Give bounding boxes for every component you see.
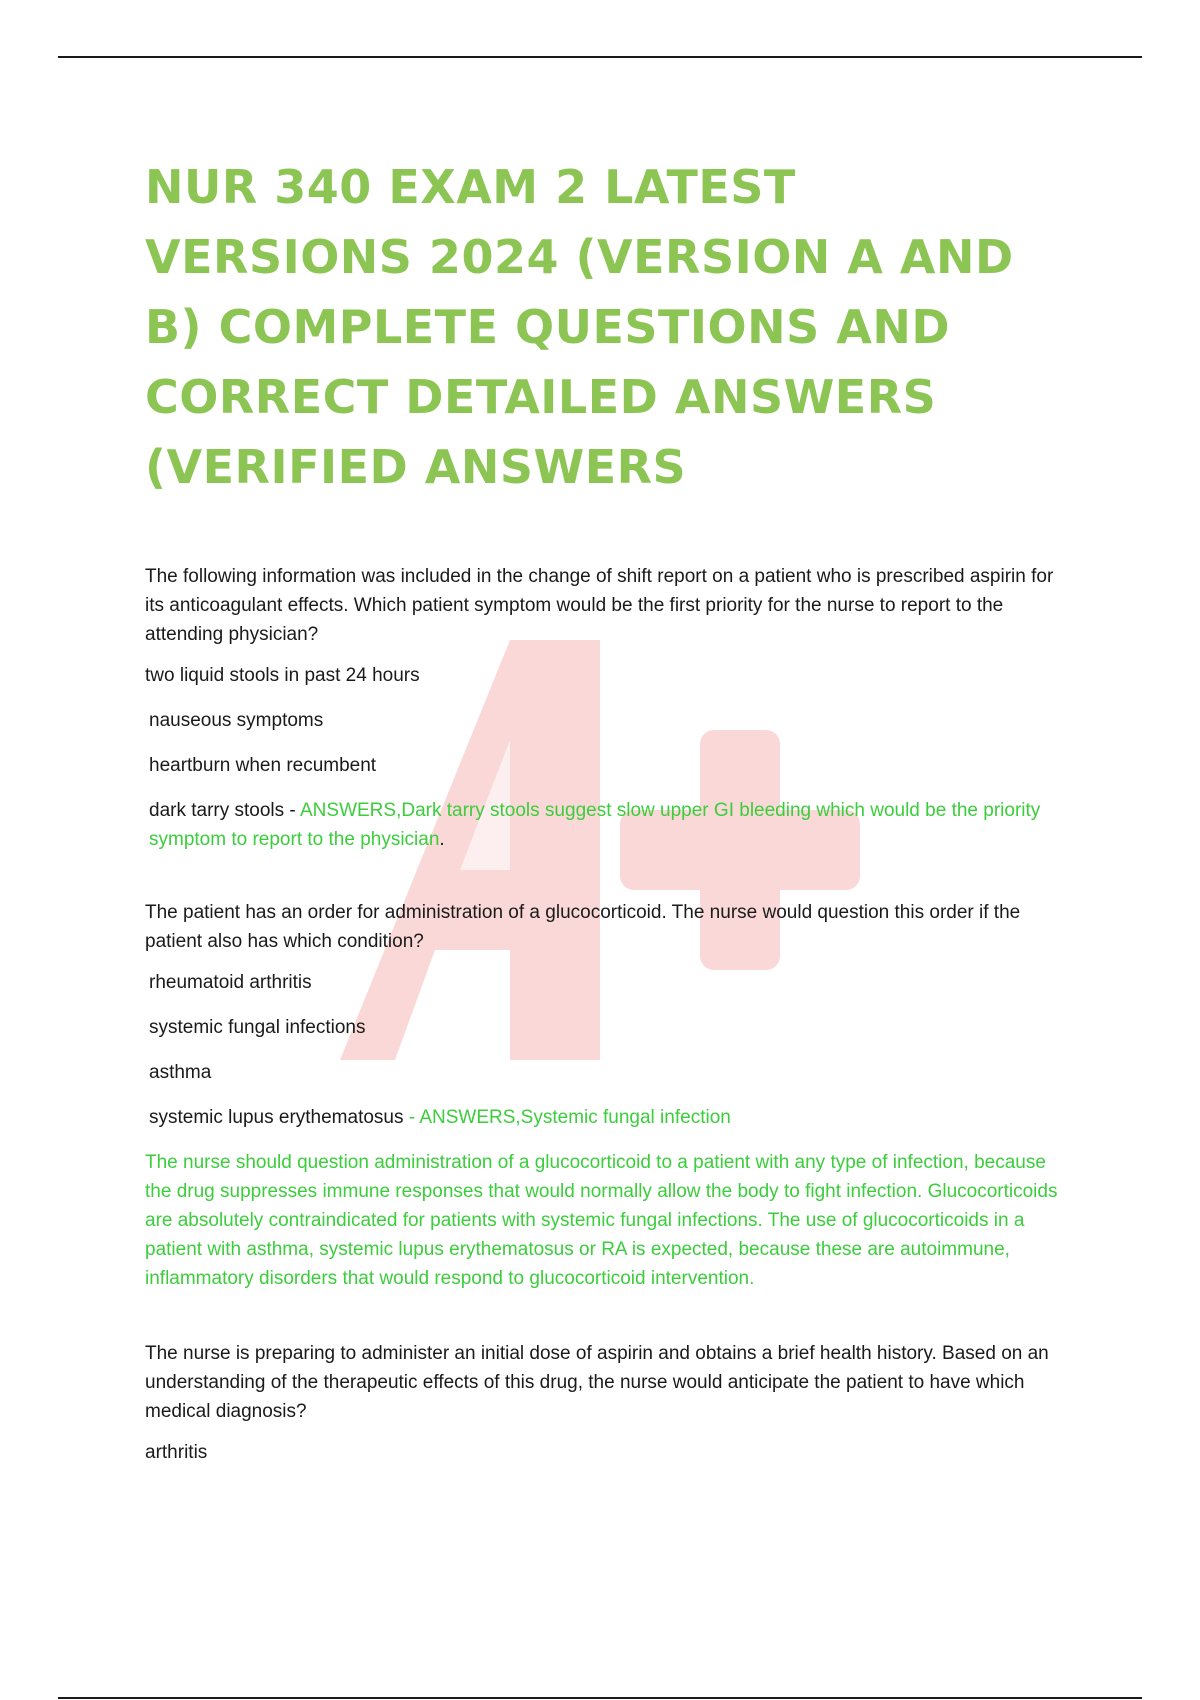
question-1-option-2: nauseous symptoms: [149, 710, 324, 731]
document-body: [145, 562, 1065, 1483]
question-1-answer-line: [149, 796, 1065, 854]
document-title: NUR 340 EXAM 2 LATEST VERSIONS 2024 (VERSION A AND B) COMPLETE QUESTIONS AND CORRECT DETAILED ANSWERS (VERIFIED ANSWERS: [145, 160, 1014, 494]
question-2-option-3: asthma: [149, 1062, 212, 1083]
question-2-answer-line: [149, 1103, 1065, 1132]
question-2-option-2: systemic fungal infections: [149, 1017, 366, 1038]
question-2-answer: - ANSWERS,Systemic fungal infection: [408, 1107, 731, 1128]
question-1-text: The following information was included in the change of shift report on a patient who is prescribed aspirin for its anticoagulant effects. Which patient symptom would be the first priority for the nurse to report to the attending physician?: [145, 566, 1054, 645]
question-1-option-1: two liquid stools in past 24 hours: [145, 665, 420, 686]
question-1-answer-tail: .: [439, 829, 445, 850]
question-2-option-4: systemic lupus erythematosus: [149, 1107, 409, 1128]
question-1-option-3: heartburn when recumbent: [149, 755, 377, 776]
question-3-text: The nurse is preparing to administer an initial dose of aspirin and obtains a brief health history. Based on an understanding of the therapeutic effects of this drug, the nurse would anticipate the patient to have which medical diagnosis?: [145, 1343, 1049, 1422]
bottom-rule: [58, 1697, 1142, 1699]
question-2-option-1: rheumatoid arthritis: [149, 972, 312, 993]
question-1-answer: ANSWERS,Dark tarry stools suggest slow upper GI bleeding which would be the priority symptom to report to the physician: [149, 800, 1041, 850]
top-rule: [58, 56, 1142, 58]
question-2-text: The patient has an order for administration of a glucocorticoid. The nurse would question this order if the patient also has which condition?: [145, 902, 1021, 952]
question-1-option-4: dark tarry stools -: [149, 800, 300, 821]
question-3-option-1: arthritis: [145, 1442, 208, 1463]
question-2-explanation: The nurse should question administration of a glucocorticoid to a patient with any type of infection, because the drug suppresses immune responses that would normally allow the body to fight infection. Glucocorticoids are absolutely contraindicated for patients with systemic fungal infections. The use of glucocorticoids in a patient with asthma, systemic lupus erythematosus or RA is expected, because these are autoimmune, inflammatory disorders that would respond to glucocorticoid intervention.: [145, 1152, 1058, 1289]
